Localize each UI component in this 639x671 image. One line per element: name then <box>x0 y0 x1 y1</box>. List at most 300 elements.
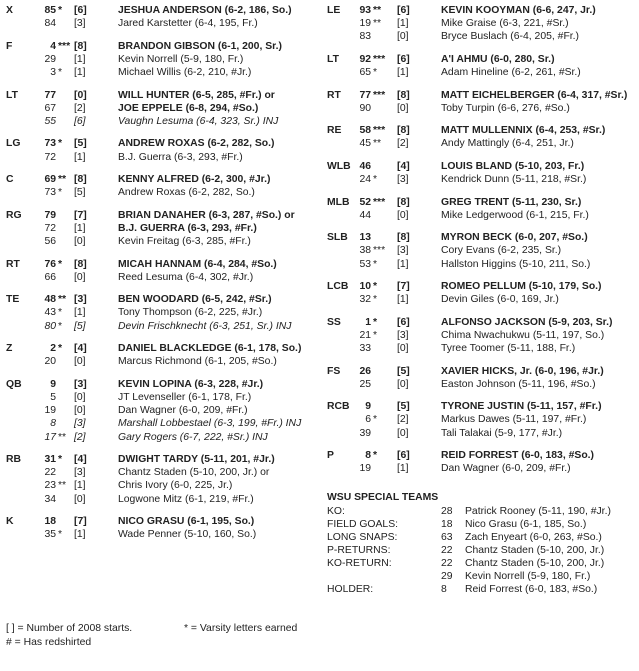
player-name: Patrick Rooney (5-11, 190, #Jr.) <box>465 505 611 517</box>
player-name: Jared Karstetter (6-4, 195, Fr.) <box>118 18 258 30</box>
player-name: Vaughn Lesuma (6-4, 323, Sr.) INJ <box>118 115 279 127</box>
player-row <box>6 137 318 150</box>
jersey-number: 9 <box>50 378 56 390</box>
player-row <box>327 462 633 475</box>
player-name: Reed Lesuma (6-4, 302, #Jr.) <box>118 271 254 283</box>
starts-count: [8] <box>397 196 410 208</box>
special-teams-row <box>327 570 633 583</box>
letters-stars: * <box>373 316 378 328</box>
letters-stars: *** <box>373 53 386 65</box>
special-teams-role: LONG SNAPS: <box>327 531 398 543</box>
player-name: Mike Ledgerwood (6-1, 215, Fr.) <box>441 209 589 221</box>
jersey-number: 55 <box>44 115 56 127</box>
player-name: Andrew Roxas (6-2, 282, So.) <box>118 187 255 199</box>
special-teams-row <box>327 518 633 531</box>
player-name: REID FORREST (6-0, 183, #So.) <box>441 450 595 462</box>
starts-count: [4] <box>74 454 87 466</box>
defense-depth-chart <box>327 4 633 596</box>
player-name: Tali Talakai (5-9, 177, #Jr.) <box>441 427 563 439</box>
starts-count: [3] <box>397 245 409 257</box>
player-row <box>327 17 633 30</box>
jersey-number: 28 <box>441 505 453 517</box>
player-row <box>327 89 633 102</box>
player-row <box>6 417 318 430</box>
starts-count: [1] <box>74 67 86 79</box>
position-label: TE <box>6 294 20 306</box>
player-row <box>327 427 633 440</box>
player-row <box>327 342 633 355</box>
player-row <box>327 365 633 378</box>
starts-count: [7] <box>74 209 87 221</box>
special-teams-role: KO: <box>327 505 345 517</box>
player-name: Tyree Toomer (5-11, 188, Fr.) <box>441 343 576 355</box>
letters-stars: * <box>58 187 63 199</box>
player-row <box>6 258 318 271</box>
player-name: Marshall Lobbestael (6-3, 199, #Fr.) INJ <box>118 418 302 430</box>
jersey-number: 73 <box>44 187 56 199</box>
player-row <box>6 89 318 102</box>
player-row <box>6 102 318 115</box>
position-group <box>6 342 318 368</box>
special-teams-role: KO-RETURN: <box>327 557 392 569</box>
jersey-number: 20 <box>44 356 56 368</box>
player-name: MATT EICHELBERGER (6-4, 317, #Sr.) <box>441 89 628 101</box>
jersey-number: 43 <box>44 307 56 319</box>
position-group <box>327 53 633 79</box>
starts-count: [2] <box>74 431 86 443</box>
starts-count: [1] <box>74 151 86 163</box>
letters-stars: ** <box>58 294 67 306</box>
player-row <box>6 404 318 417</box>
player-name: DWIGHT TARDY (5-11, 201, #Jr.) <box>118 454 275 466</box>
position-group <box>6 453 318 506</box>
letters-stars: * <box>58 454 63 466</box>
player-row <box>327 231 633 244</box>
starts-count: [0] <box>74 405 86 417</box>
player-row <box>6 66 318 79</box>
player-name: Adam Hineline (6-2, 261, #Sr.) <box>441 67 581 79</box>
position-label: SLB <box>327 232 348 244</box>
position-group <box>6 40 318 80</box>
position-label: FS <box>327 365 341 377</box>
jersey-number: 52 <box>359 196 371 208</box>
player-name: KENNY ALFRED (6-2, 300, #Jr.) <box>118 174 271 186</box>
player-row <box>6 479 318 492</box>
position-group <box>6 173 318 199</box>
player-row <box>327 66 633 79</box>
position-label: LCB <box>327 281 349 293</box>
player-name: ROMEO PELLUM (5-10, 179, So.) <box>441 281 602 293</box>
player-row <box>327 173 633 186</box>
position-group <box>327 89 633 115</box>
player-name: JESHUA ANDERSON (6-2, 186, So.) <box>118 5 292 16</box>
player-row <box>327 316 633 329</box>
letters-stars: * <box>58 67 63 79</box>
jersey-number: 48 <box>44 294 56 306</box>
position-group <box>327 365 633 391</box>
player-row <box>327 400 633 413</box>
position-group <box>6 515 318 541</box>
starts-count: [0] <box>397 427 409 439</box>
player-row <box>327 160 633 173</box>
starts-count: [6] <box>74 115 86 127</box>
letters-stars: * <box>373 67 378 79</box>
jersey-number: 9 <box>365 401 371 413</box>
jersey-number: 22 <box>441 544 453 556</box>
player-name: Reid Forrest (6-0, 183, #So.) <box>465 583 598 595</box>
player-row <box>327 293 633 306</box>
player-name: Cory Evans (6-2, 235, Sr.) <box>441 245 562 257</box>
starts-count: [3] <box>74 378 87 390</box>
jersey-number: 4 <box>50 40 56 52</box>
starts-count: [8] <box>74 258 87 270</box>
starts-count: [0] <box>74 89 87 101</box>
player-name: Wade Penner (5-10, 160, So.) <box>118 529 257 541</box>
player-row <box>6 391 318 404</box>
player-name: MYRON BECK (6-0, 207, #So.) <box>441 232 588 244</box>
letters-stars: *** <box>373 125 386 137</box>
player-row <box>6 493 318 506</box>
player-name: Chantz Staden (5-10, 200, Jr.) <box>465 557 605 569</box>
jersey-number: 83 <box>359 31 371 43</box>
jersey-number: 5 <box>50 391 56 403</box>
jersey-number: 2 <box>50 343 56 355</box>
jersey-number: 19 <box>359 18 371 30</box>
jersey-number: 8 <box>441 583 447 595</box>
jersey-number: 39 <box>359 427 371 439</box>
player-name: KEVIN LOPINA (6-3, 228, #Jr.) <box>118 378 264 390</box>
player-name: Markus Dawes (5-11, 197, #Fr.) <box>441 414 587 426</box>
player-row <box>6 115 318 128</box>
position-group <box>327 449 633 475</box>
player-row <box>6 17 318 30</box>
position-group <box>327 4 633 44</box>
player-row <box>6 342 318 355</box>
starts-count: [1] <box>74 480 86 492</box>
jersey-number: 17 <box>44 431 56 443</box>
letters-stars: * <box>373 281 378 293</box>
player-row <box>6 222 318 235</box>
letters-stars: * <box>58 5 63 16</box>
player-name: Michael Willis (6-2, 210, #Jr.) <box>118 67 252 79</box>
starts-count: [0] <box>397 378 409 390</box>
player-name: BRANDON GIBSON (6-1, 200, Sr.) <box>118 40 282 52</box>
player-row <box>327 413 633 426</box>
position-label: LT <box>327 53 339 65</box>
jersey-number: 8 <box>365 450 371 462</box>
player-row <box>6 355 318 368</box>
player-name: Easton Johnson (5-11, 196, #So.) <box>441 378 596 390</box>
jersey-number: 26 <box>359 365 371 377</box>
position-label: C <box>6 174 14 186</box>
jersey-number: 92 <box>359 53 371 65</box>
jersey-number: 44 <box>359 209 371 221</box>
starts-count: [1] <box>74 222 86 234</box>
letters-stars: * <box>373 174 378 186</box>
letters-stars: *** <box>58 40 71 52</box>
jersey-number: 25 <box>359 378 371 390</box>
player-name: Zach Enyeart (6-0, 263, #So.) <box>465 531 602 543</box>
jersey-number: 32 <box>359 294 371 306</box>
jersey-number: 24 <box>359 174 371 186</box>
jersey-number: 13 <box>359 232 371 244</box>
player-name: MICAH HANNAM (6-4, 284, #So.) <box>118 258 277 270</box>
starts-count: [6] <box>397 53 410 65</box>
position-label: Z <box>6 343 13 355</box>
defense-groups <box>327 4 633 476</box>
starts-count: [1] <box>397 18 409 30</box>
special-teams-section <box>327 490 633 596</box>
starts-count: [8] <box>74 40 87 52</box>
player-name: ALFONSO JACKSON (5-9, 203, Sr.) <box>441 316 613 328</box>
starts-count: [0] <box>397 102 409 114</box>
starts-count: [3] <box>74 418 86 430</box>
jersey-number: 63 <box>441 531 453 543</box>
special-teams-role: HOLDER: <box>327 583 374 595</box>
letters-stars: * <box>58 258 63 270</box>
legend-redshirt-note: # = Has redshirted <box>6 637 92 648</box>
letters-stars: ** <box>373 18 382 30</box>
letters-stars: * <box>373 329 378 341</box>
player-name: Dan Wagner (6-0, 209, #Fr.) <box>441 463 571 475</box>
position-group <box>6 378 318 444</box>
special-teams-row <box>327 544 633 557</box>
jersey-number: 22 <box>441 557 453 569</box>
starts-count: [5] <box>74 320 86 332</box>
jersey-number: 1 <box>365 316 371 328</box>
player-row <box>6 320 318 333</box>
position-label: RCB <box>327 401 350 413</box>
jersey-number: 79 <box>44 209 56 221</box>
player-row <box>6 271 318 284</box>
player-name: B.J. Guerra (6-3, 293, #Fr.) <box>118 151 243 163</box>
letters-stars: * <box>58 307 63 319</box>
player-name: TYRONE JUSTIN (5-11, 157, #Fr.) <box>441 401 602 413</box>
jersey-number: 22 <box>44 467 56 479</box>
position-group <box>6 209 318 249</box>
player-row <box>6 173 318 186</box>
jersey-number: 33 <box>359 343 371 355</box>
player-name: Chantz Staden (5-10, 200, Jr.) <box>465 544 605 556</box>
jersey-number: 65 <box>359 67 371 79</box>
letters-stars: ** <box>373 5 382 16</box>
letters-stars: * <box>58 320 63 332</box>
player-name: JOE EPPELE (6-8, 294, #So.) <box>118 102 259 114</box>
player-name: Devin Giles (6-0, 169, Jr.) <box>441 294 559 306</box>
special-teams-title: WSU SPECIAL TEAMS <box>327 491 439 503</box>
player-row <box>6 378 318 391</box>
starts-count: [2] <box>397 138 409 150</box>
player-name: MATT MULLENNIX (6-4, 253, #Sr.) <box>441 125 606 137</box>
player-name: KEVIN KOOYMAN (6-6, 247, Jr.) <box>441 5 596 16</box>
starts-count: [0] <box>397 31 409 43</box>
player-name: BEN WOODARD (6-5, 242, #Sr.) <box>118 294 272 306</box>
jersey-number: 72 <box>44 151 56 163</box>
player-row <box>6 466 318 479</box>
starts-count: [8] <box>397 125 410 137</box>
player-row <box>327 137 633 150</box>
position-group <box>6 293 318 333</box>
player-row <box>6 306 318 319</box>
jersey-number: 23 <box>44 480 56 492</box>
starts-count: [2] <box>397 414 409 426</box>
legend-letters-note: * = Varsity letters earned <box>184 623 298 634</box>
jersey-number: 31 <box>44 454 56 466</box>
starts-count: [8] <box>74 174 87 186</box>
player-row <box>6 453 318 466</box>
jersey-number: 10 <box>359 281 371 293</box>
player-row <box>6 235 318 248</box>
player-name: Kendrick Dunn (5-11, 218, #Sr.) <box>441 174 587 186</box>
position-group <box>6 4 318 30</box>
player-name: Tony Thompson (6-2, 225, #Jr.) <box>118 307 263 319</box>
player-name: Nico Grasu (6-1, 185, So.) <box>465 518 587 530</box>
starts-count: [0] <box>74 271 86 283</box>
position-label: LE <box>327 5 341 16</box>
letters-stars: ** <box>373 138 382 150</box>
player-name: A'I AHMU (6-0, 280, Sr.) <box>441 53 555 65</box>
jersey-number: 19 <box>359 463 371 475</box>
position-group <box>6 258 318 284</box>
position-label: LT <box>6 89 18 101</box>
jersey-number: 3 <box>50 67 56 79</box>
player-row <box>327 102 633 115</box>
jersey-number: 67 <box>44 102 56 114</box>
player-name: Toby Turpin (6-6, 276, #So.) <box>441 102 570 114</box>
letters-stars: * <box>58 138 63 150</box>
player-row <box>327 209 633 222</box>
jersey-number: 69 <box>44 174 56 186</box>
starts-count: [1] <box>74 529 86 541</box>
player-name: Chantz Staden (5-10, 200, Jr.) or <box>118 467 270 479</box>
position-label: LG <box>6 138 21 150</box>
starts-count: [3] <box>74 294 87 306</box>
player-row <box>327 196 633 209</box>
player-row <box>327 244 633 257</box>
jersey-number: 90 <box>359 102 371 114</box>
player-name: Dan Wagner (6-0, 209, #Fr.) <box>118 405 248 417</box>
position-label: F <box>6 40 13 52</box>
starts-count: [3] <box>74 18 86 30</box>
position-group <box>327 124 633 150</box>
player-name: ANDREW ROXAS (6-2, 282, So.) <box>118 138 275 150</box>
player-row <box>327 378 633 391</box>
jersey-number: 84 <box>44 18 56 30</box>
player-row <box>327 53 633 66</box>
jersey-number: 77 <box>44 89 56 101</box>
starts-count: [3] <box>74 467 86 479</box>
jersey-number: 58 <box>359 125 371 137</box>
player-name: Kevin Norrell (5-9, 180, Fr.) <box>118 53 244 65</box>
letters-stars: * <box>373 258 378 270</box>
jersey-number: 18 <box>441 518 453 530</box>
special-teams-role: P-RETURNS: <box>327 544 391 556</box>
player-row <box>327 30 633 43</box>
jersey-number: 85 <box>44 5 56 16</box>
player-name: Marcus Richmond (6-1, 205, #So.) <box>118 356 277 368</box>
letters-stars: * <box>58 529 63 541</box>
starts-count: [5] <box>74 187 86 199</box>
player-row <box>6 528 318 541</box>
special-teams-rows <box>327 505 633 596</box>
jersey-number: 80 <box>44 320 56 332</box>
jersey-number: 77 <box>359 89 371 101</box>
position-group <box>6 89 318 129</box>
letters-stars: * <box>373 294 378 306</box>
starts-count: [5] <box>397 365 410 377</box>
starts-count: [4] <box>74 343 87 355</box>
player-row <box>327 4 633 17</box>
player-row <box>6 151 318 164</box>
letters-stars: ** <box>58 431 67 443</box>
jersey-number: 45 <box>359 138 371 150</box>
jersey-number: 93 <box>359 5 371 16</box>
starts-count: [1] <box>74 53 86 65</box>
jersey-number: 21 <box>359 329 371 341</box>
player-name: NICO GRASU (6-1, 195, So.) <box>118 516 255 528</box>
starts-count: [1] <box>74 307 86 319</box>
player-name: Mike Graise (6-3, 221, #Sr.) <box>441 18 569 30</box>
starts-count: [0] <box>74 391 86 403</box>
starts-count: [7] <box>74 516 87 528</box>
player-name: Gary Rogers (6-7, 222, #Sr.) INJ <box>118 431 268 443</box>
position-group <box>327 196 633 222</box>
jersey-number: 18 <box>44 516 56 528</box>
position-label: RT <box>6 258 20 270</box>
player-name: BRIAN DANAHER (6-3, 287, #So.) or <box>118 209 295 221</box>
starts-count: [2] <box>74 102 86 114</box>
position-group <box>6 137 318 163</box>
player-name: GREG TRENT (5-11, 230, Sr.) <box>441 196 582 208</box>
player-row <box>327 329 633 342</box>
starts-count: [6] <box>397 450 410 462</box>
jersey-number: 35 <box>44 529 56 541</box>
player-row <box>6 293 318 306</box>
starts-count: [8] <box>397 232 410 244</box>
special-teams-row <box>327 583 633 596</box>
jersey-number: 66 <box>44 271 56 283</box>
starts-count: [6] <box>74 5 87 16</box>
special-teams-role: FIELD GOALS: <box>327 518 399 530</box>
player-name: Andy Mattingly (6-4, 251, Jr.) <box>441 138 574 150</box>
position-group <box>327 400 633 440</box>
starts-count: [0] <box>74 356 86 368</box>
position-group <box>327 160 633 186</box>
position-label: RB <box>6 454 22 466</box>
jersey-number: 19 <box>44 405 56 417</box>
position-group <box>327 316 633 356</box>
position-label: QB <box>6 378 22 390</box>
legend-starts-note: [ ] = Number of 2008 starts. <box>6 623 133 634</box>
legend <box>6 622 318 650</box>
jersey-number: 72 <box>44 222 56 234</box>
jersey-number: 29 <box>441 570 453 582</box>
letters-stars: * <box>373 414 378 426</box>
letters-stars: *** <box>373 89 386 101</box>
player-name: Logwone Mitz (6-1, 219, #Fr.) <box>118 493 254 505</box>
letters-stars: ** <box>58 174 67 186</box>
player-name: Devin Frischknecht (6-3, 251, Sr.) INJ <box>118 320 292 332</box>
player-row <box>6 209 318 222</box>
player-row <box>6 4 318 17</box>
starts-count: [0] <box>74 236 86 248</box>
starts-count: [3] <box>397 174 409 186</box>
player-name: Chima Nwachukwu (5-11, 197, So.) <box>441 329 605 341</box>
starts-count: [5] <box>74 138 87 150</box>
starts-count: [1] <box>397 67 409 79</box>
jersey-number: 8 <box>50 418 56 430</box>
jersey-number: 53 <box>359 258 371 270</box>
